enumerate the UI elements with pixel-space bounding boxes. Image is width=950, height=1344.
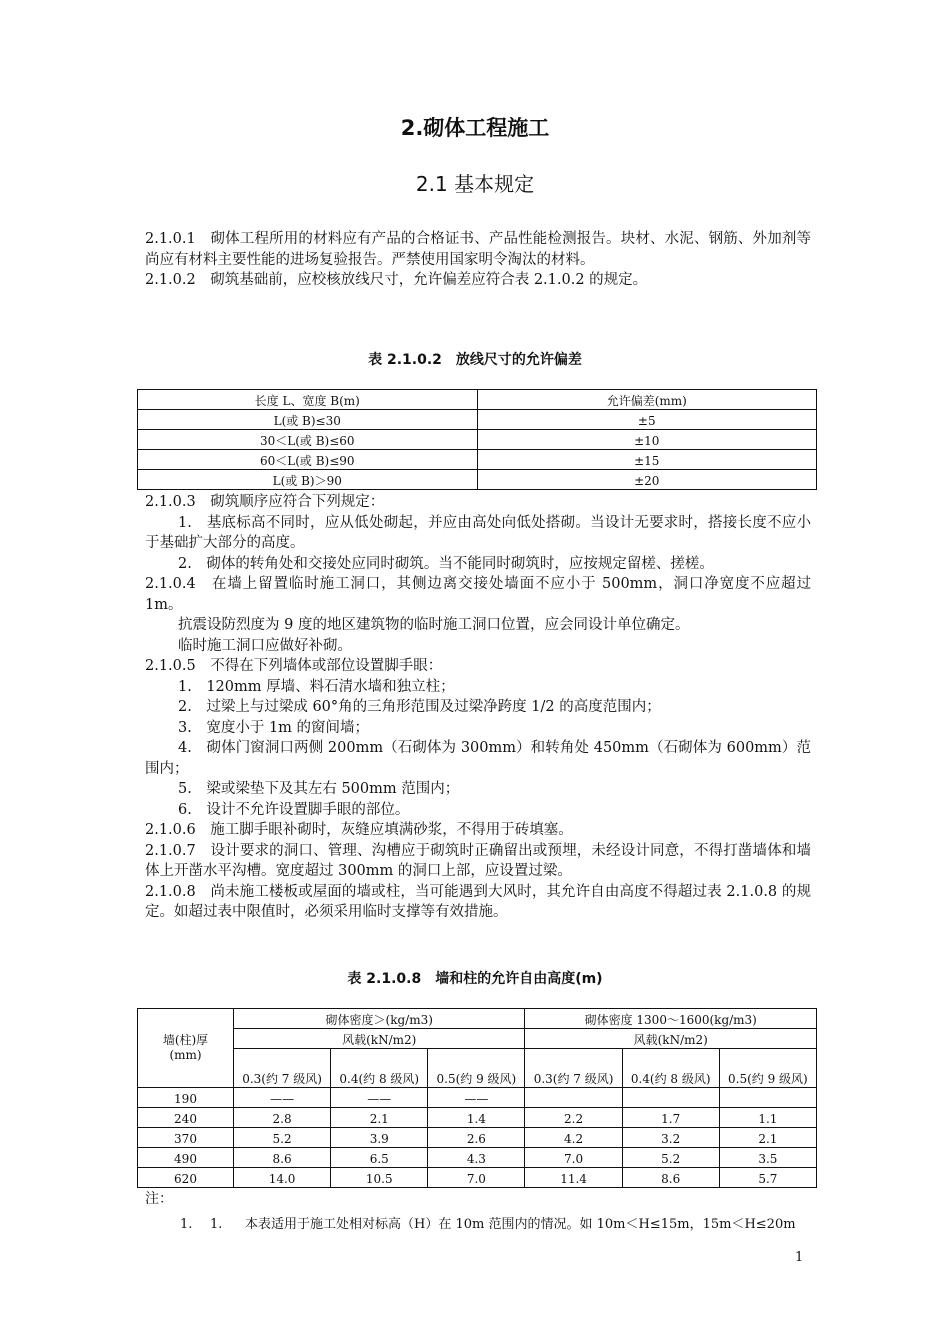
clause-2-1-0-4: 2.1.0.4 在墙上留置临时施工洞口，其侧边离交接处墙面不应小于 500mm，洞口净宽度不应超过 1m。 — [145, 576, 811, 613]
note-text: 本表适用于施工处相对标高（H）在 10m 范围内的情况。如 10m＜H≤15m，15m＜H≤20m — [245, 1217, 796, 1232]
table-cell: 370 — [138, 1128, 234, 1148]
table-row — [138, 470, 817, 490]
table-row — [138, 410, 817, 430]
density-group-2: 砌体密度 1300～1600(kg/m3) — [525, 1009, 817, 1029]
table-cell — [719, 1088, 816, 1108]
table-cell: 2.6 — [428, 1128, 525, 1148]
table-row — [138, 1088, 817, 1108]
table-row — [138, 1148, 817, 1168]
table-cell: 14.0 — [234, 1168, 331, 1188]
table-cell: 620 — [138, 1168, 234, 1188]
table-cell: L(或 B)＞90 — [138, 470, 478, 490]
table-cell: 11.4 — [525, 1168, 622, 1188]
table-header-cell: 0.5(约 9 级风) — [719, 1049, 816, 1088]
table-cell: L(或 B)≤30 — [138, 410, 478, 430]
table-cell: 240 — [138, 1108, 234, 1128]
table-cell: 190 — [138, 1088, 234, 1108]
table-cell: 8.6 — [622, 1168, 719, 1188]
table-cell: 1.1 — [719, 1108, 816, 1128]
intro-block — [145, 229, 811, 291]
table-cell: 3.5 — [719, 1148, 816, 1168]
clause-2-1-0-7: 2.1.0.7 设计要求的洞口、管理、沟槽应于砌筑时正确留出或预埋，未经设计同意，不得打凿墙体和墙体上开凿水平沟槽。宽度超过 300mm 的洞口上部，应设置过梁。 — [145, 842, 811, 879]
table-cell: 8.6 — [234, 1148, 331, 1168]
clause-2-1-0-5: 2.1.0.5 不得在下列墙体或部位设置脚手眼： — [145, 658, 443, 674]
table-cell: 2.1 — [719, 1128, 816, 1148]
table-header-row — [138, 1029, 817, 1049]
tolerance-table — [137, 389, 817, 490]
wind-load-header: 风载(kN/m2) — [234, 1029, 525, 1049]
note-label: 注： — [145, 1191, 173, 1207]
table-cell: —— — [428, 1088, 525, 1108]
table-cell: ±5 — [477, 410, 817, 430]
table-header-row — [138, 390, 817, 410]
table-cell: 3.9 — [331, 1128, 428, 1148]
table-header-cell: 长度 L、宽度 B(m) — [138, 390, 478, 410]
table-row — [138, 1128, 817, 1148]
table-cell: 1.4 — [428, 1108, 525, 1128]
table-header-cell: 0.4(约 8 级风) — [622, 1049, 719, 1088]
table-cell: 5.7 — [719, 1168, 816, 1188]
wind-load-header: 风载(kN/m2) — [525, 1029, 817, 1049]
page-number: 1 — [795, 1250, 804, 1265]
table-cell: 5.2 — [234, 1128, 331, 1148]
table-cell: 2.2 — [525, 1108, 622, 1128]
table-cell: 30＜L(或 B)≤60 — [138, 430, 478, 450]
table-cell: 6.5 — [331, 1148, 428, 1168]
table-row — [138, 430, 817, 450]
table-cell: 10.5 — [331, 1168, 428, 1188]
table-cell — [525, 1088, 622, 1108]
table-header-row — [138, 1049, 817, 1088]
table-cell: 4.2 — [525, 1128, 622, 1148]
table-cell: 5.2 — [622, 1148, 719, 1168]
free-height-table — [137, 1008, 817, 1188]
table-cell: 60＜L(或 B)≤90 — [138, 450, 478, 470]
list-item: 4. 砌体门窗洞口两侧 200mm（石砌体为 300mm）和转角处 450mm（石砌体为 600mm）范围内； — [145, 740, 811, 777]
thickness-header-unit: (mm) — [169, 1048, 202, 1062]
list-item: 3. 宽度小于 1m 的窗间墙； — [178, 719, 370, 736]
table-row — [138, 1168, 817, 1188]
table-header-row — [138, 1009, 817, 1029]
table-header-cell: 0.5(约 9 级风) — [428, 1049, 525, 1088]
table-cell: —— — [331, 1088, 428, 1108]
list-item: 1. 基底标高不同时，应从低处砌起，并应由高处向低处搭砌。当设计无要求时，搭接长度不应小于基础扩大部分的高度。 — [145, 514, 811, 551]
table-row — [138, 1108, 817, 1128]
clause-2-1-0-6: 2.1.0.6 施工脚手眼补砌时，灰缝应填满砂浆，不得用于砖填塞。 — [145, 822, 573, 838]
table-cell: 490 — [138, 1148, 234, 1168]
table-cell: ±10 — [477, 430, 817, 450]
table-header-cell: 0.4(约 8 级风) — [331, 1049, 428, 1088]
paragraph: 临时施工洞口应做好补砌。 — [178, 637, 352, 654]
list-item: 2. 砌体的转角处和交接处应同时砌筑。当不能同时砌筑时，应按规定留槎、搓槎。 — [178, 555, 714, 572]
table-cell: 7.0 — [525, 1148, 622, 1168]
clause-2-1-0-8: 2.1.0.8 尚未施工楼板或屋面的墙或柱，当可能遇到大风时，其允许自由高度不得超过表 2.1.0.8 的规定。如超过表中限值时，必须采用临时支撑等有效措施。 — [145, 883, 811, 920]
table2-caption: 表 2.1.0.8 墙和柱的允许自由高度(m) — [347, 971, 603, 987]
density-group-1: 砌体密度＞(kg/m3) — [234, 1009, 525, 1029]
table-cell: ±15 — [477, 450, 817, 470]
table-header-cell: 0.3(约 7 级风) — [234, 1049, 331, 1088]
list-item: 2. 过梁上与过梁成 60°角的三角形范围及过梁净跨度 1/2 的高度范围内； — [178, 699, 661, 715]
table-row — [138, 450, 817, 470]
note-item — [180, 1213, 796, 1232]
clauses-block — [145, 492, 811, 923]
table-header-cell: 0.3(约 7 级风) — [525, 1049, 622, 1088]
list-item: 1. 120mm 厚墙、料石清水墙和独立柱； — [178, 678, 455, 695]
list-item: 5. 梁或梁垫下及其左右 500mm 范围内； — [178, 781, 460, 797]
paragraph: 抗震设防烈度为 9 度的地区建筑物的临时施工洞口位置，应会同设计单位确定。 — [178, 617, 690, 633]
page-title: 2.砌体工程施工 — [400, 116, 550, 140]
table-cell — [622, 1088, 719, 1108]
note-number: 1. — [180, 1217, 193, 1232]
table-cell: 3.2 — [622, 1128, 719, 1148]
thickness-header — [138, 1009, 234, 1088]
table-cell: 2.1 — [331, 1108, 428, 1128]
table-cell: 4.3 — [428, 1148, 525, 1168]
section-title: 2.1 基本规定 — [415, 172, 535, 196]
table-cell: —— — [234, 1088, 331, 1108]
table-cell: 2.8 — [234, 1108, 331, 1128]
table-cell: ±20 — [477, 470, 817, 490]
table1-caption: 表 2.1.0.2 放线尺寸的允许偏差 — [368, 352, 582, 368]
list-item: 6. 设计不允许设置脚手眼的部位。 — [178, 801, 410, 818]
clause-2-1-0-1: 2.1.0.1 砌体工程所用的材料应有产品的合格证书、产品性能检测报告。块材、水泥、钢筋、外加剂等尚应有材料主要性能的进场复验报告。严禁使用国家明令淘汰的材料。 — [145, 231, 811, 268]
note-sub-number: 1. — [210, 1217, 223, 1232]
table-cell: 1.7 — [622, 1108, 719, 1128]
clause-2-1-0-2: 2.1.0.2 砌筑基础前，应校核放线尺寸，允许偏差应符合表 2.1.0.2 的规定。 — [145, 272, 648, 288]
table-cell: 7.0 — [428, 1168, 525, 1188]
thickness-header-label: 墙(柱)厚 — [162, 1033, 209, 1047]
table-header-cell: 允许偏差(mm) — [477, 390, 817, 410]
clause-2-1-0-3: 2.1.0.3 砌筑顺序应符合下列规定： — [145, 494, 385, 510]
